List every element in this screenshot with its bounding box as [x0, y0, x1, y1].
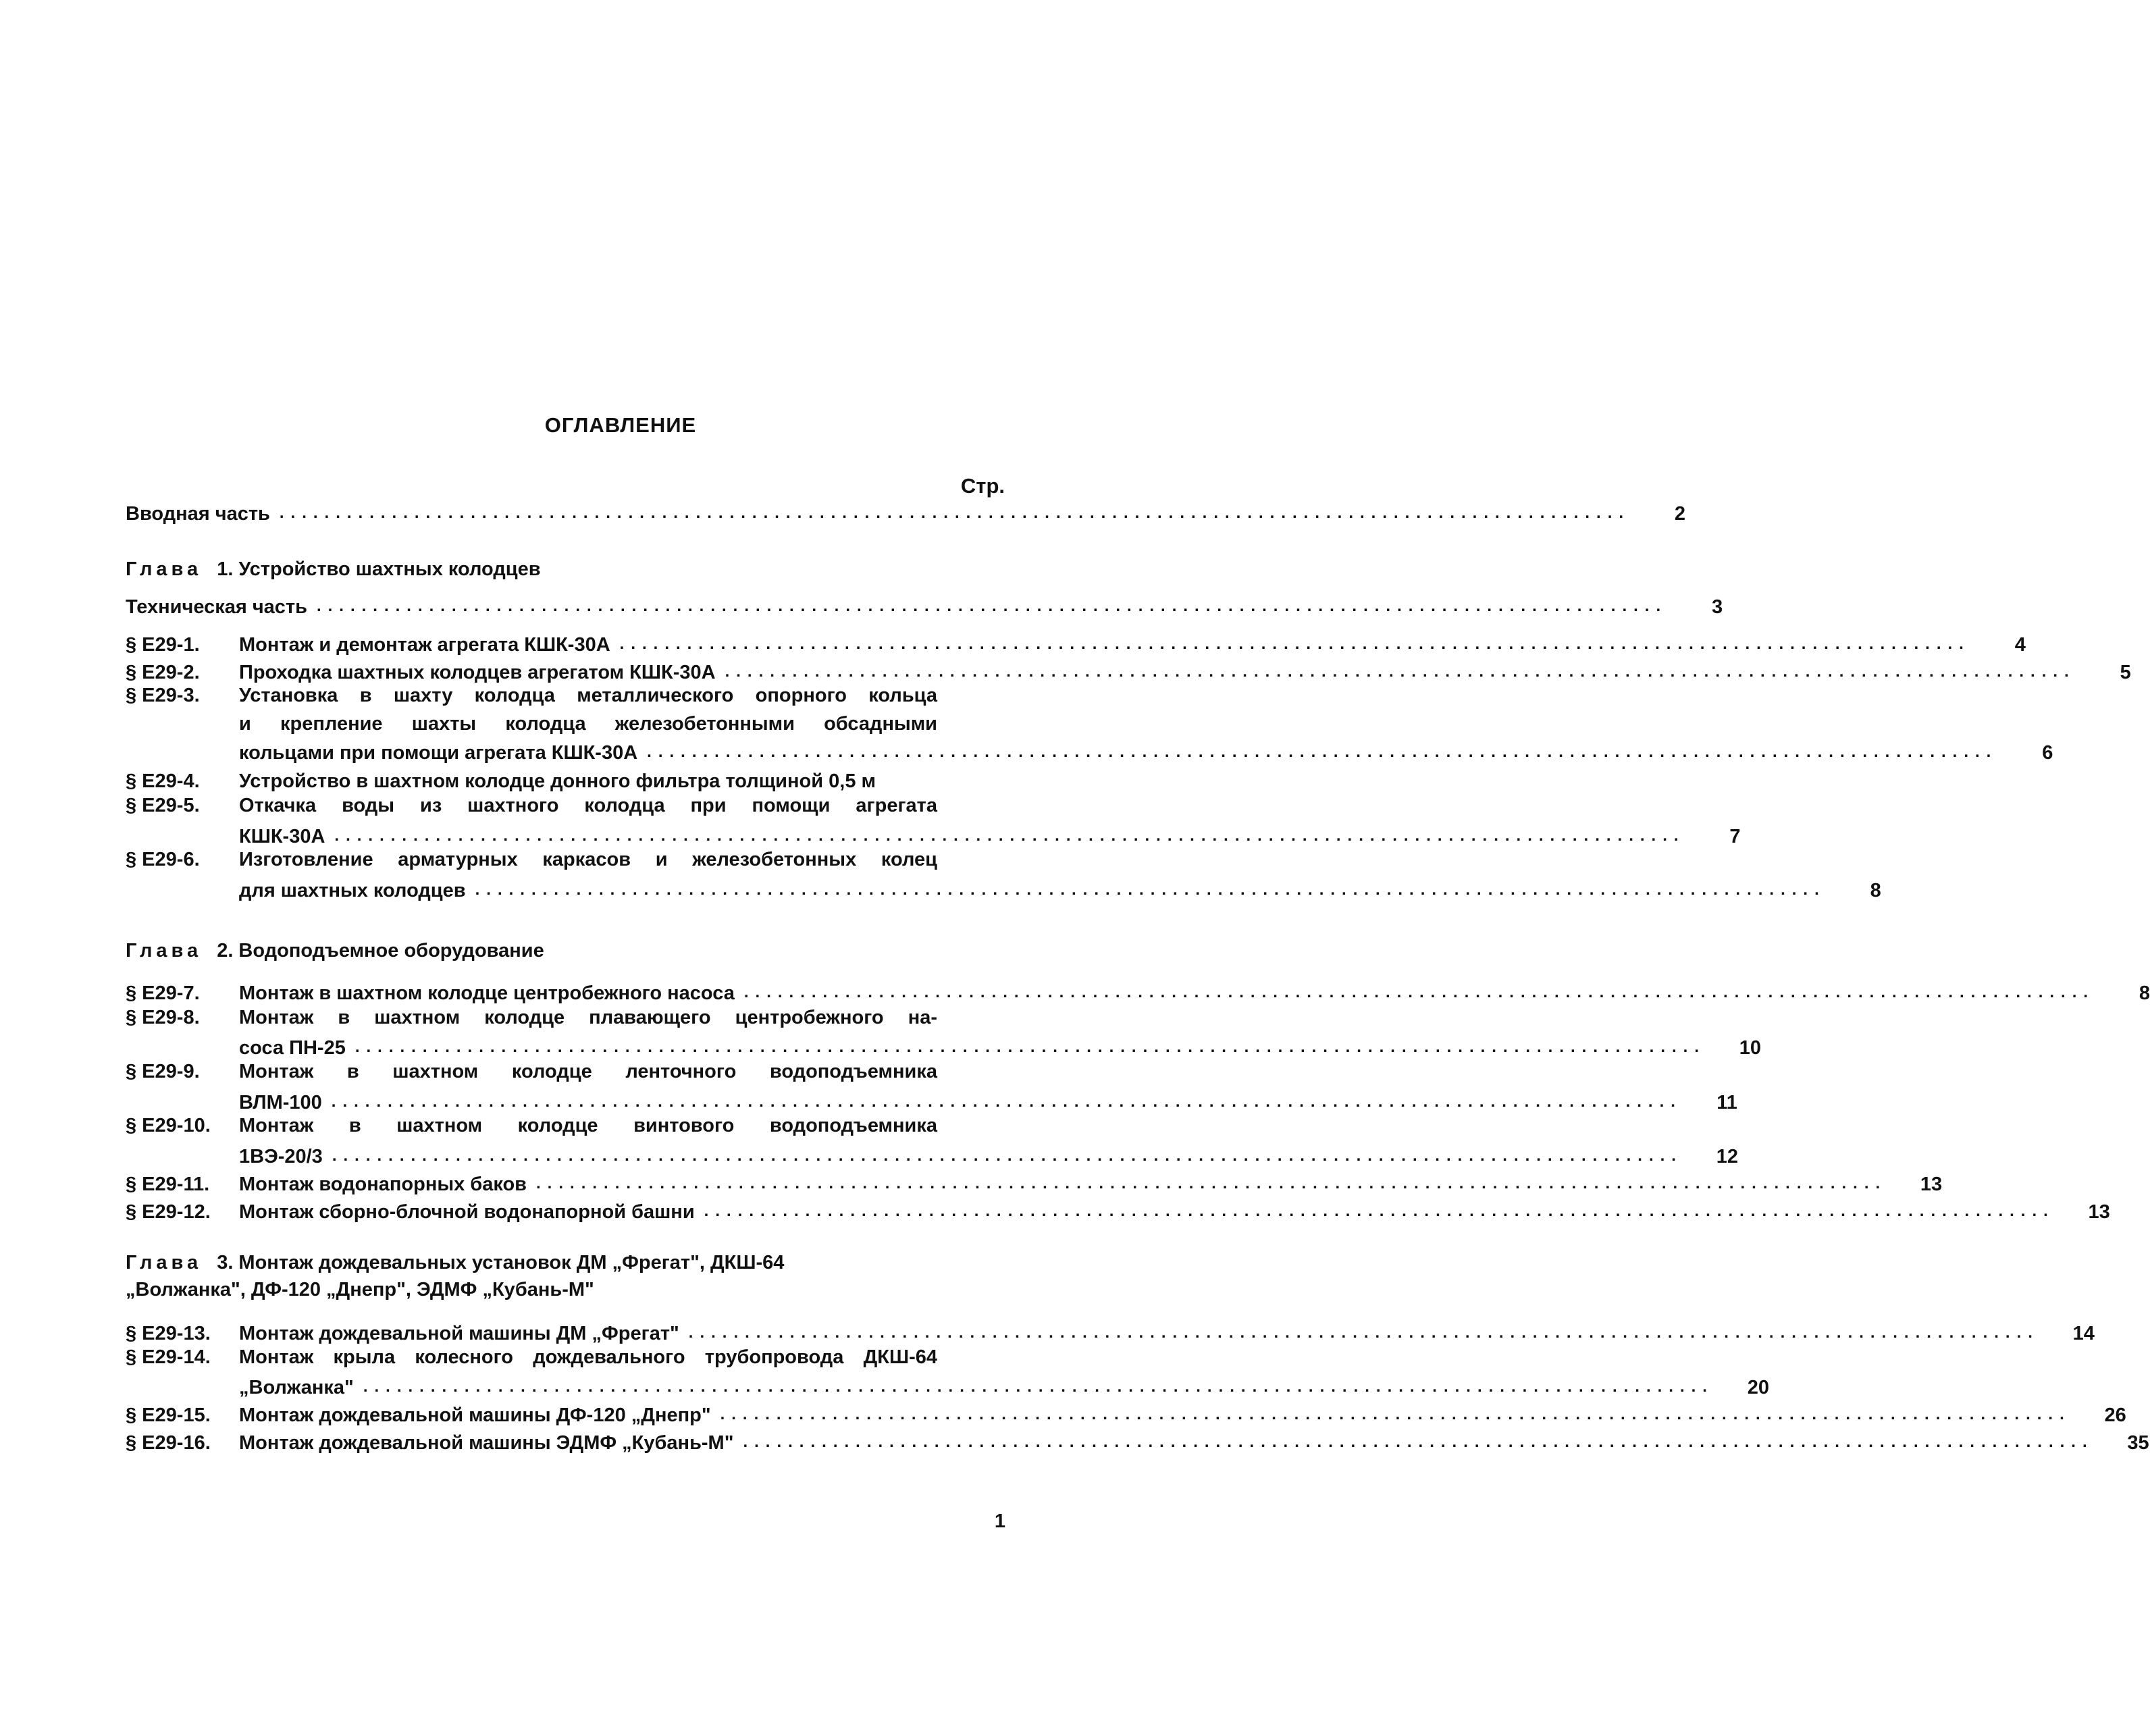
leader-dots: ........................................................................................................................: [725, 662, 2076, 681]
leader-dots: ........................................................................................................................: [647, 743, 1998, 761]
toc-entry-e29-11[interactable]: [126, 1169, 1943, 1196]
leader-dots: ........................................................................................................................: [619, 635, 1970, 653]
toc-page-number: 13: [2088, 1201, 2110, 1223]
section-number: § Е29-1.: [126, 634, 200, 656]
leader-dots: ........................................................................................................................: [331, 1093, 1682, 1111]
section-number: § Е29-2.: [126, 662, 200, 683]
section-number: § Е29-16.: [126, 1432, 211, 1454]
leader-dots: ........................................................................................................................: [334, 826, 1685, 845]
leader-dots: ........................................................................................................................: [720, 1405, 2071, 1423]
leader-dots: ........................................................................................................................: [279, 504, 1631, 522]
toc-entry-e29-3-line-3[interactable]: [239, 737, 2053, 764]
chapter-3-heading: [126, 1252, 784, 1274]
toc-page-number: 8: [2139, 982, 2150, 1004]
leader-dots: ........................................................................................................................: [332, 1147, 1683, 1165]
toc-page-number: 6: [2042, 742, 2053, 764]
toc-entry-e29-5-line-1[interactable]: Откачка воды из шахтного колодца при помощи агрегата: [239, 795, 937, 816]
toc-entry-tech-part[interactable]: [126, 591, 1723, 619]
toc-entry-e29-16[interactable]: [126, 1427, 2149, 1454]
section-number: § Е29-4.: [126, 770, 200, 792]
toc-entry-e29-1[interactable]: [126, 629, 2026, 656]
leader-dots: ........................................................................................................................: [688, 1323, 2039, 1342]
chapter-1-heading: [126, 558, 541, 581]
leader-dots: ........................................................................................................................: [704, 1202, 2055, 1220]
toc-entry-label: соса ПН-25: [239, 1037, 346, 1059]
toc-entry-label: ВЛМ-100: [239, 1092, 322, 1113]
toc-entry-label: Проходка шахтных колодцев агрегатом КШК-30А: [239, 662, 716, 683]
section-number: § Е29-3.: [126, 685, 200, 706]
toc-entry-e29-15[interactable]: [126, 1400, 2126, 1427]
toc-entry-e29-9-line-2[interactable]: [239, 1087, 1737, 1114]
toc-entry-e29-3-line-1[interactable]: Установка в шахту колодца металлического опорного кольца: [239, 685, 937, 706]
toc-entry-e29-7[interactable]: [126, 978, 2150, 1005]
toc-entry-e29-9-line-1[interactable]: Монтаж в шахтном колодце ленточного водоподъемника: [239, 1061, 937, 1082]
toc-entry-e29-5-line-2[interactable]: [239, 821, 1741, 848]
toc-entry-label: Монтаж дождевальной машины ДФ-120 „Днепр": [239, 1404, 711, 1426]
section-number: § Е29-6.: [126, 849, 200, 870]
toc-entry-label: Монтаж в шахтном колодце центробежного насоса: [239, 982, 735, 1004]
toc-entry-e29-4[interactable]: [126, 766, 1005, 793]
toc-entry-e29-2[interactable]: [126, 657, 2131, 684]
toc-page-number: 4: [2014, 634, 2026, 656]
leader-dots: ........................................................................................................................: [355, 1038, 1706, 1056]
toc-entry-e29-12[interactable]: [126, 1196, 2110, 1224]
chapter-2-heading: [126, 940, 544, 962]
section-number: § Е29-15.: [126, 1404, 211, 1426]
chapter-word: Глава: [126, 1252, 203, 1273]
section-number: § Е29-8.: [126, 1007, 200, 1028]
toc-page-number: 8: [1870, 880, 1881, 901]
page-number: 1: [994, 1510, 1005, 1532]
toc-entry-label: Монтаж водонапорных баков: [239, 1174, 527, 1195]
page-column-label: Стр.: [960, 474, 1005, 498]
toc-entry-e29-10-line-2[interactable]: [239, 1141, 1738, 1168]
toc-entry-e29-14-line-1[interactable]: Монтаж крыла колесного дождевального трубопровода ДКШ-64: [239, 1346, 937, 1368]
toc-entry-e29-13[interactable]: [126, 1318, 2095, 1345]
toc-page-number: 3: [1711, 596, 1723, 618]
toc-page-number: 10: [1739, 1037, 1761, 1059]
section-number: § Е29-13.: [126, 1323, 211, 1344]
leader-dots: ........................................................................................................................: [743, 1433, 2094, 1451]
chapter-title: 3. Монтаж дождевальных установок ДМ „Фрегат", ДКШ-64: [217, 1252, 785, 1273]
toc-entry-e29-6-line-1[interactable]: Изготовление арматурных каркасов и железобетонных колец: [239, 849, 937, 870]
toc-entry-e29-10-line-1[interactable]: Монтаж в шахтном колодце винтового водоподъемника: [239, 1115, 937, 1136]
section-number: § Е29-7.: [126, 982, 200, 1004]
chapter-3-heading-continued: „Волжанка", ДФ-120 „Днепр", ЭДМФ „Кубань-М": [126, 1279, 594, 1300]
toc-page-number: 2: [1674, 503, 1686, 525]
toc-entry-label: Монтаж дождевальной машины ДМ „Фрегат": [239, 1323, 679, 1344]
section-number: § Е29-11.: [126, 1174, 210, 1195]
toc-page-number: 35: [2127, 1432, 2149, 1454]
toc-entry-label: Техническая часть: [126, 596, 307, 618]
toc-entry-label: Монтаж и демонтаж агрегата КШК-30А: [239, 634, 610, 656]
toc-page-number: 11: [1716, 1092, 1737, 1113]
toc-entry-e29-14-line-2[interactable]: [239, 1372, 1769, 1399]
toc-page-number: 5: [2120, 662, 2131, 683]
leader-dots: ........................................................................................................................: [363, 1377, 1714, 1396]
toc-entry-label: „Волжанка": [239, 1377, 354, 1398]
leader-dots: ........................................................................................................................: [536, 1174, 1887, 1192]
toc-entry-label: Устройство в шахтном колодце донного фильтра толщиной 0,5 м: [239, 770, 876, 792]
toc-page-number: 26: [2104, 1404, 2126, 1426]
toc-entry-e29-3-line-2[interactable]: и крепление шахты колодца железобетонными обсадными: [239, 713, 937, 735]
toc-page-number: 7: [1729, 826, 1741, 847]
leader-dots: ........................................................................................................................: [316, 597, 1668, 615]
toc-page-number: 12: [1716, 1146, 1738, 1167]
leader-dots: ........................................................................................................................: [475, 880, 1826, 899]
section-number: § Е29-9.: [126, 1061, 200, 1082]
chapter-title: 2. Водоподъемное оборудование: [217, 940, 544, 962]
leader-dots: ........................................................................................................................: [743, 983, 2095, 1001]
toc-entry-label: 1ВЭ-20/3: [239, 1146, 323, 1167]
section-number: § Е29-5.: [126, 795, 200, 816]
toc-entry-e29-6-line-2[interactable]: [239, 875, 1881, 902]
toc-entry-label: Вводная часть: [126, 503, 270, 525]
chapter-word: Глава: [126, 940, 203, 962]
toc-entry-label: Монтаж дождевальной машины ЭДМФ „Кубань-М": [239, 1432, 734, 1454]
section-number: § Е29-14.: [126, 1346, 211, 1368]
toc-page-number: 14: [2072, 1323, 2095, 1344]
toc-entry-label: кольцами при помощи агрегата КШК-30А: [239, 742, 638, 764]
toc-entry-intro[interactable]: [126, 498, 1686, 525]
toc-entry-e29-8-line-2[interactable]: [239, 1032, 1761, 1059]
section-number: § Е29-12.: [126, 1201, 211, 1223]
section-number: § Е29-10.: [126, 1115, 211, 1136]
toc-entry-label: Монтаж сборно-блочной водонапорной башни: [239, 1201, 695, 1223]
toc-entry-label: для шахтных колодцев: [239, 880, 466, 901]
toc-entry-label: КШК-30А: [239, 826, 325, 847]
page-title: ОГЛАВЛЕНИЕ: [544, 413, 697, 437]
chapter-title: 1. Устройство шахтных колодцев: [217, 558, 541, 580]
toc-page-number: 13: [1920, 1174, 1943, 1195]
toc-entry-e29-8-line-1[interactable]: Монтаж в шахтном колодце плавающего центробежного на-: [239, 1007, 937, 1028]
chapter-word: Глава: [126, 558, 203, 580]
toc-page-number: 20: [1747, 1377, 1769, 1398]
